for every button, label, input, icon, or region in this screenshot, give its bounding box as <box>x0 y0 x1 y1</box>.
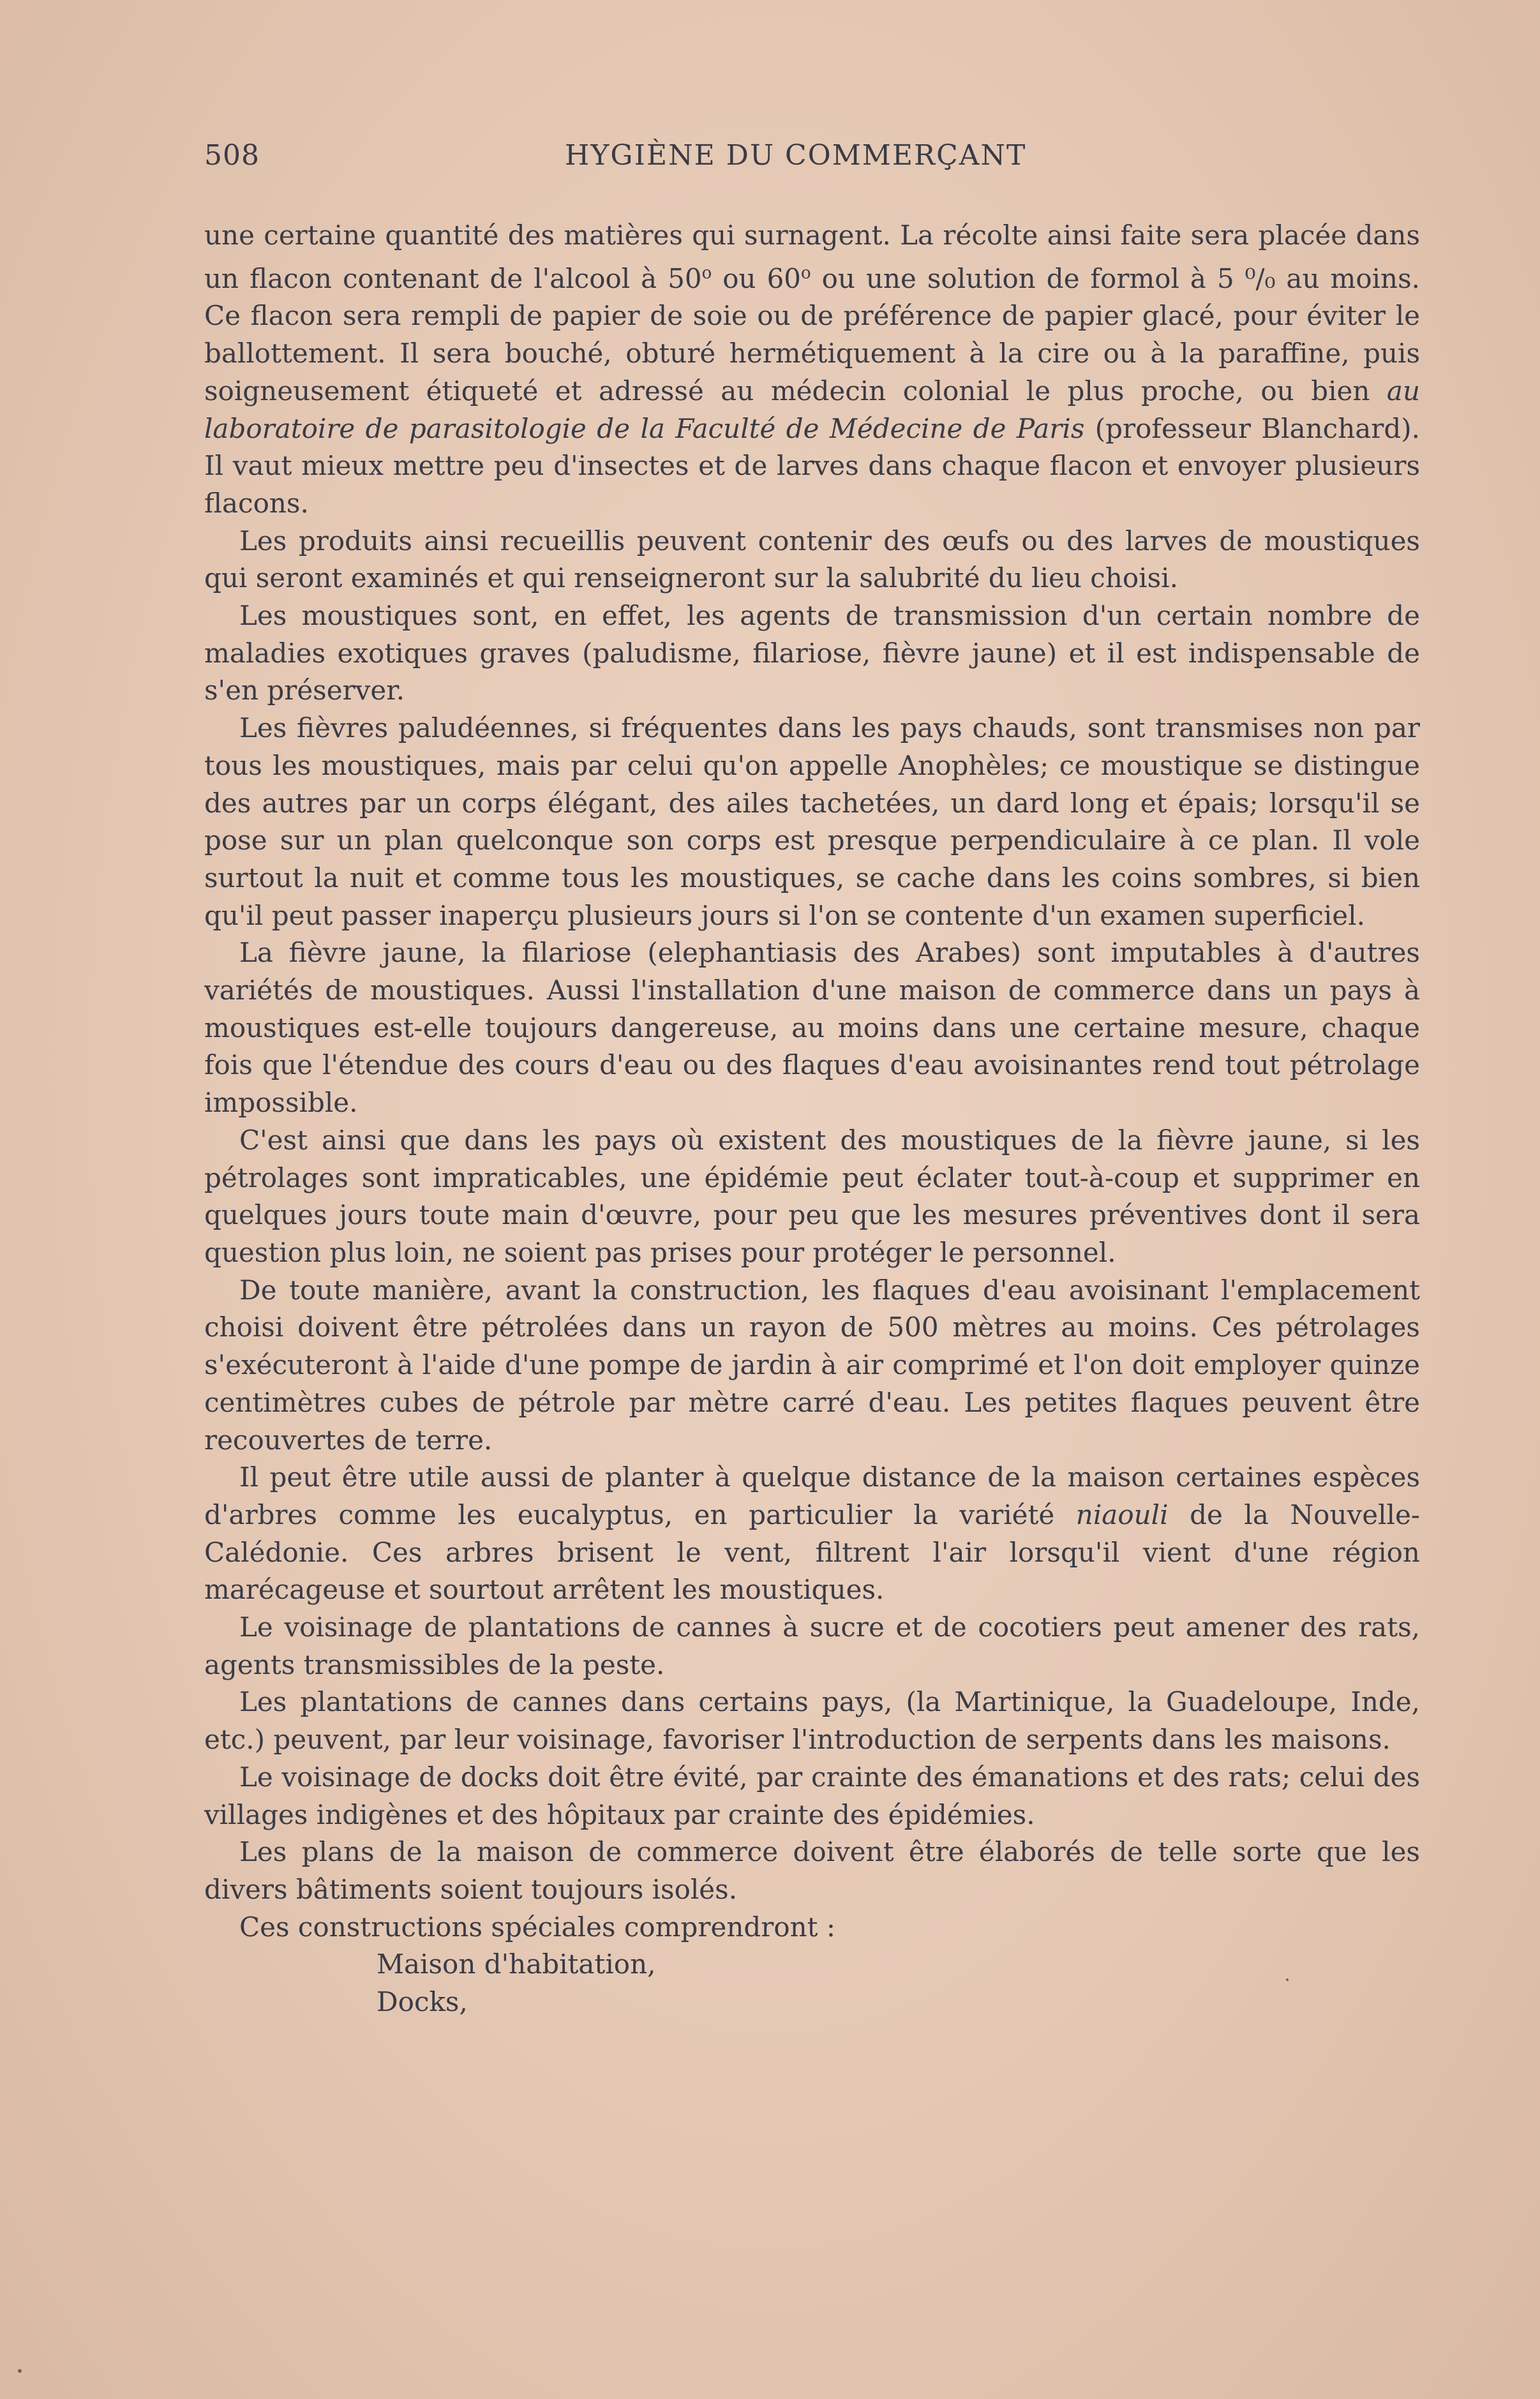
paragraph-13: Ces constructions spéciales comprendront : <box>239 1911 836 1943</box>
paragraph-5: La fièvre jaune, la filariose (elephantiasis des Arabes) sont imputables à d'autres variétés de moustiques. Aussi l'installation d'une maison de commerce dans un pays à moustiques est-elle toujours dangereuse, au moins dans une certaine mesure, chaque fois que l'étendue des cours d'eau ou des flaques d'eau avoisinantes rend tout pétrolage impossible. <box>204 937 1420 1119</box>
page-header <box>204 139 1417 177</box>
paragraph-3: Les moustiques sont, en effet, les agents de transmission d'un certain nombre de maladies exotiques graves (paludisme, filariose, fièvre jaune) et il est indispensable de s'en préserver. <box>204 600 1420 706</box>
running-title: HYGIÈNE DU COMMERÇANT <box>565 139 1027 172</box>
list-item: Docks, <box>377 1986 468 2018</box>
paragraph-11: Le voisinage de docks doit être évité, par crainte des émanations et des rats; celui des villages indigènes et des hôpitaux par crainte des épidémies. <box>204 1761 1420 1830</box>
paragraph-2: Les produits ainsi recueillis peuvent contenir des œufs ou des larves de moustiques qui seront examinés et qui renseigneront sur la salubrité du lieu choisi. <box>204 525 1420 594</box>
paragraph-6: C'est ainsi que dans les pays où existent des moustiques de la fièvre jaune, si les pétrolages sont impraticables, une épidémie peut éclater tout-à-coup et supprimer en quelques jours toute main d'œuvre, pour peu que les mesures préventives dont il sera question plus loin, ne soient pas prises pour protéger le personnel. <box>204 1124 1420 1268</box>
paragraph-7: De toute manière, avant la construction, les flaques d'eau avoisinant l'emplacement choisi doivent être pétrolées dans un rayon de 500 mètres au moins. Ces pétrolages s'exécuteront à l'aide d'une pompe de jardin à air comprimé et l'on doit employer quinze centimètres cubes de pétrole par mètre carré d'eau. Les petites flaques peuvent être recouvertes de terre. <box>204 1274 1420 1456</box>
italic-niaouli: niaouli <box>1075 1498 1169 1530</box>
paragraph-4: Les fièvres paludéennes, si fréquentes dans les pays chauds, sont transmises non par tous les moustiques, mais par celui qu'on appelle Anophèles; ce moustique se distingue des autres par un corps élégant, des ailes tachetées, un dard long et épais; lorsqu'il se pose sur un plan quelconque son corps est presque perpendiculaire à ce plan. Il vole surtout la nuit et comme tous les moustiques, se cache dans les coins sombres, si bien qu'il peut passer inaperçu plusieurs jours si l'on se contente d'un examen superficiel. <box>204 712 1420 931</box>
body-text <box>204 217 1420 2021</box>
paper-speck <box>1286 1978 1289 1981</box>
paragraph-8: Il peut être utile aussi de planter à quelque distance de la maison certaines espèces d'arbres comme les eucalyptus, en particulier la variété niaouli de la Nouvelle-Calédonie. Ces arbres brisent le vent, filtrent l'air lorsqu'il vient d'une région marécageuse et sourtout arrêtent les moustiques. <box>204 1461 1420 1606</box>
paper-speck <box>18 2369 22 2373</box>
paragraph-12: Les plans de la maison de commerce doivent être élaborés de telle sorte que les divers bâtiments soient toujours isolés. <box>204 1836 1420 1905</box>
construction-list <box>204 1946 1420 2021</box>
list-item: Maison d'habitation, <box>377 1948 656 1980</box>
paragraph-1: une certaine quantité des matières qui surnagent. La récolte ainsi faite sera placée dans un flacon contenant de l'alcool à 50$^o$ ou 60$^o$ ou une solution de formol à 5 ⁰/₀ au moins. Ce flacon sera rempli de papier de soie ou de préférence de papier glacé, pour éviter le ballottement. Il sera bouché, obturé hermétiquement à la cire ou à la paraffine, puis soigneusement étiqueté et adressé au médecin colonial le plus proche, ou bien au laboratoire de parasitologie de la Faculté de Médecine de Paris (professeur Blanchard). Il vaut mieux mettre peu d'insectes et de larves dans chaque flacon et envoyer plusieurs flacons. <box>204 220 1420 519</box>
italic-laboratory-name: au laboratoire de parasitologie de la Faculté de Médecine de Paris <box>204 375 1420 444</box>
page-number: 508 <box>204 139 260 172</box>
paragraph-9: Le voisinage de plantations de cannes à sucre et de cocotiers peut amener des rats, agents transmissibles de la peste. <box>204 1611 1420 1680</box>
paragraph-10: Les plantations de cannes dans certains pays, (la Martinique, la Guadeloupe, Inde, etc.) peuvent, par leur voisinage, favoriser l'introduction de serpents dans les maisons. <box>204 1686 1420 1756</box>
